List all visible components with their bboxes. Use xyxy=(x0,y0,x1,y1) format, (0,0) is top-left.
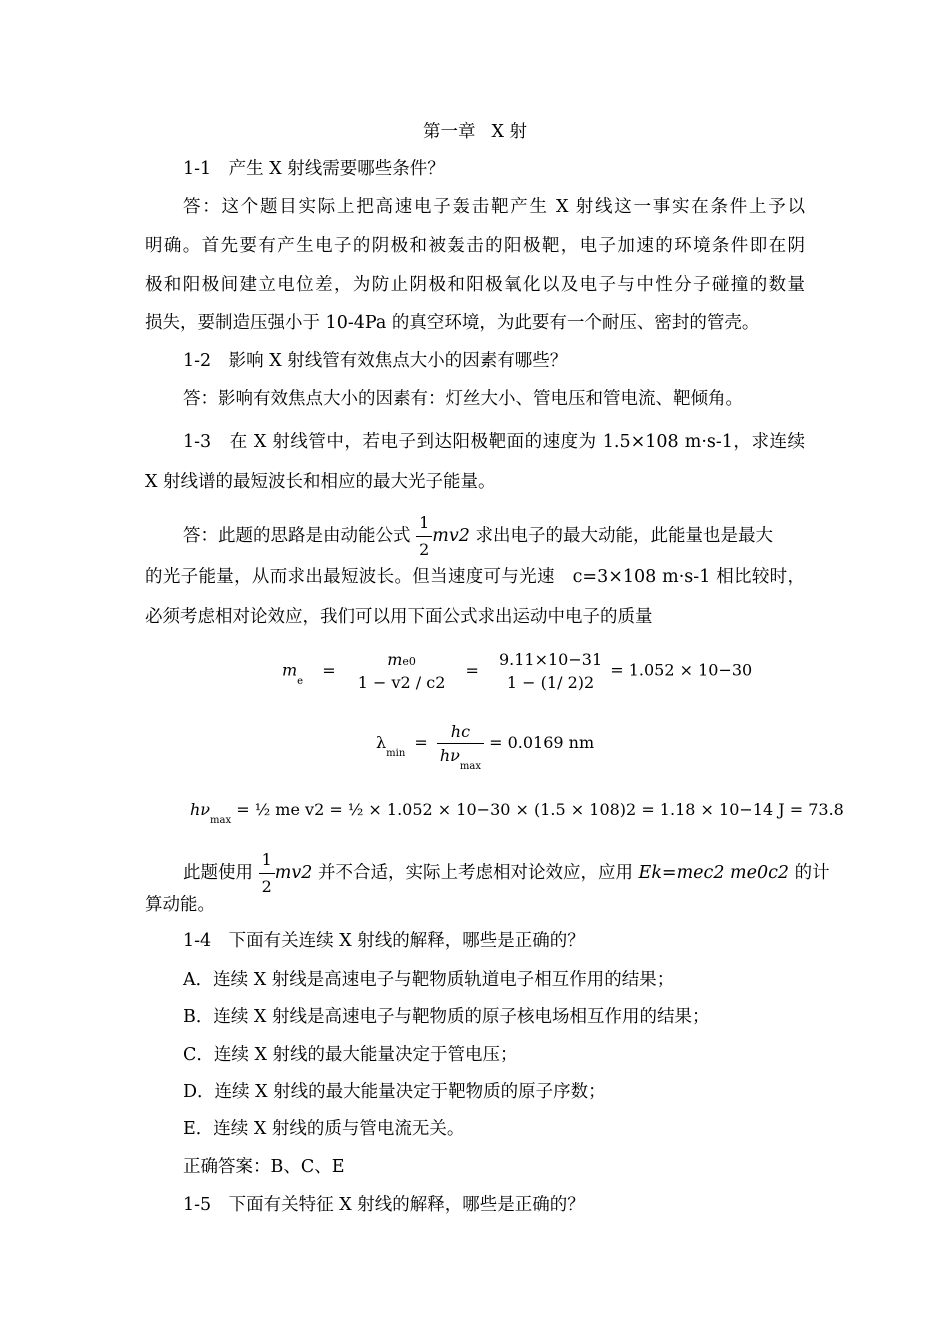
mass-fraction: me0 1 − v2 / c2 xyxy=(357,650,446,692)
answer-1-2: 答：影响有效焦点大小的因素有：灯丝大小、管电压和管电流、靶倾角。 xyxy=(183,389,743,409)
numeric-fraction: 9.11×10−31 1 − (1/ 2)2 xyxy=(498,650,603,692)
option-d: D．连续 X 射线的最大能量决定于靶物质的原子序数； xyxy=(183,1082,606,1102)
half-fraction-note: $\frac{1}{2}$ xyxy=(259,849,275,898)
answer-1-1-line-3: 极和阳极间建立电位差，为防止阴极和阳极氧化以及电子与中性分子碰撞的数量 xyxy=(145,275,805,295)
question-1-2: 1-2 影响 X 射线管有效焦点大小的因素有哪些？ xyxy=(183,351,568,371)
question-1-4: 1-4 下面有关连续 X 射线的解释，哪些是正确的？ xyxy=(183,931,585,951)
answer-1-1-line-4: 损失，要制造压强小于 10-4Pa 的真空环境，为此要有一个耐压、密封的管壳。 xyxy=(145,313,760,333)
answer-1-3-pre: 答：此题的思路是由动能公式 xyxy=(183,526,411,546)
mass-result: = 1.052 × 10−30 xyxy=(610,660,753,680)
kinetic-mv2: mv2 xyxy=(432,526,470,546)
answer-1-1-line-1: 答：这个题目实际上把高速电子轰击靶产生 X 射线这一事实在条件上予以 xyxy=(183,197,805,217)
question-1-1: 1-1 产生 X 射线需要哪些条件？ xyxy=(183,159,445,179)
question-1-3-line-2: X 射线谱的最短波长和相应的最大光子能量。 xyxy=(145,472,496,492)
energy-expression: = ½ me v2 = ½ × 1.052 × 10−30 × (1.5 × 108)2 = 1.18 × 10−14 J = 73.8 xyxy=(236,800,844,819)
question-1-3-line-1: 1-3 在 X 射线管中，若电子到达阳极靶面的速度为 1.5×108 m·s-1，求连续 xyxy=(183,432,805,452)
question-1-5: 1-5 下面有关特征 X 射线的解释，哪些是正确的？ xyxy=(183,1195,585,1215)
answer-1-3-line-3: 必须考虑相对论效应，我们可以用下面公式求出运动中电子的质量 xyxy=(145,607,653,627)
option-c: C．连续 X 射线的最大能量决定于管电压； xyxy=(183,1045,518,1065)
note-1-3-line-2: 算动能。 xyxy=(145,895,215,915)
option-a: A．连续 X 射线是高速电子与靶物质轨道电子相互作用的结果； xyxy=(183,970,675,990)
chapter-number: 第一章 xyxy=(422,122,476,142)
answer-1-3-line-1 xyxy=(183,512,773,561)
chapter-topic: X 射 xyxy=(491,122,528,142)
answer-1-3-line-2: 的光子能量，从而求出最短波长。但当速度可与光速 c=3×108 m·s-1 相比较时， xyxy=(145,567,805,587)
equation-min-wavelength: $\lambda_{min}$ = $\frac{hc}{h\nu_{max}}$ = 0.0169 nm xyxy=(376,722,595,772)
note-1-3-line-1: 此题使用 $\frac{1}{2}$ mv2 并不合适，实际上考虑相对论效应，应用 Ek=mec2 me0c2 的计 xyxy=(183,850,830,896)
chapter-title xyxy=(0,121,950,143)
option-b: B．连续 X 射线是高速电子与靶物质的原子核电场相互作用的结果； xyxy=(183,1007,710,1027)
equation-relativistic-mass: $m_e$ = me0 1 − v2 / c2 = 9.11×10−31 1 − (1/ 2)2 = 1.052 × 10−30 xyxy=(282,650,753,692)
wavelength-fraction: $\frac{hc}{h\nu_{max}}$ xyxy=(437,722,484,765)
half-fraction: $\frac{1}{2}$ xyxy=(416,512,432,561)
answer-1-1-line-2: 明确。首先要有产生电子的阴极和被轰击的阳极靶，电子加速的环境条件即在阴 xyxy=(145,236,805,256)
wavelength-result: = 0.0169 nm xyxy=(489,733,595,752)
answer-1-4: 正确答案：B、C、E xyxy=(183,1157,345,1177)
kinetic-energy-formula: Ek=mec2 me0c2 xyxy=(638,863,790,883)
equation-max-energy: $h\nu_{max}$ = ½ me v2 = ½ × 1.052 × 10−30 × (1.5 × 108)2 = 1.18 × 10−14 J = 73.8 xyxy=(190,800,844,826)
option-e: E．连续 X 射线的质与管电流无关。 xyxy=(183,1119,465,1139)
answer-1-3-post: 求出电子的最大动能，此能量也是最大 xyxy=(475,526,773,546)
